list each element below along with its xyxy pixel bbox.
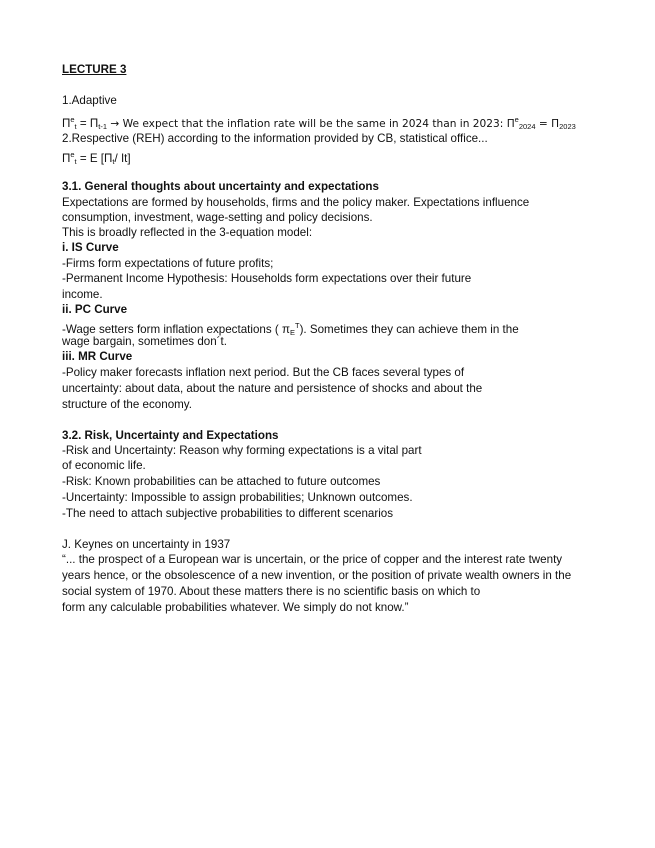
pc-curve-line-2: wage bargain, sometimes don´t. bbox=[62, 335, 227, 348]
section-32-line-4: -Uncertainty: Impossible to assign probabilities; Unknown outcomes. bbox=[62, 491, 413, 504]
mr-curve-line-2: uncertainty: about data, about the nature and persistence of shocks and about the bbox=[62, 382, 483, 395]
section-31-para-2: consumption, investment, wage-setting and policy decisions. bbox=[62, 211, 373, 224]
is-curve-heading: i. IS Curve bbox=[62, 241, 119, 254]
is-curve-line-2: -Permanent Income Hypothesis: Households form expectations over their future bbox=[62, 272, 472, 285]
section-32-line-1: -Risk and Uncertainty: Reason why forming expectations is a vital part bbox=[62, 444, 422, 457]
is-curve-line-1: -Firms form expectations of future profits; bbox=[62, 257, 274, 270]
pc-curve-line-1: -Wage setters form inflation expectations ( $\pi_E^T$). Sometimes they can achieve them in the bbox=[62, 321, 519, 337]
pc-curve-heading: ii. PC Curve bbox=[62, 303, 128, 316]
keynes-heading: J. Keynes on uncertainty in 1937 bbox=[62, 538, 231, 551]
respective-heading: 2.Respective (REH) according to the information provided by CB, statistical office... bbox=[62, 132, 488, 145]
section-31-heading: 3.1. General thoughts about uncertainty and expectations bbox=[62, 180, 379, 193]
mr-curve-line-1: -Policy maker forecasts inflation next period. But the CB faces several types of bbox=[62, 366, 465, 379]
section-31-para-3: This is broadly reflected in the 3-equation model: bbox=[62, 226, 313, 239]
mr-curve-line-3: structure of the economy. bbox=[62, 398, 192, 411]
keynes-quote-line-1: “... the prospect of a European war is uncertain, or the price of copper and the interest rate twenty bbox=[62, 553, 563, 566]
keynes-quote-line-4: form any calculable probabilities whatever. We simply do not know.” bbox=[62, 601, 409, 614]
adaptive-formula: $\Pi^e_t = \Pi_{t-1} \to We$ expect that the inflation rate will be the same in 2024 than in 2023: $\Pi^e_{2024} = \Pi_{2023}$ bbox=[62, 115, 576, 131]
respective-formula: $\Pi^e_t = E$ [$\Pi_t/$ It] bbox=[62, 150, 131, 166]
section-32-line-3: -Risk: Known probabilities can be attached to future outcomes bbox=[62, 475, 381, 488]
mr-curve-heading: iii. MR Curve bbox=[62, 350, 133, 363]
is-curve-line-3: income. bbox=[62, 288, 103, 301]
lecture-title: LECTURE 3 bbox=[62, 63, 127, 76]
section-32-line-5: -The need to attach subjective probabilities to different scenarios bbox=[62, 507, 394, 520]
section-32-heading: 3.2. Risk, Uncertainty and Expectations bbox=[62, 429, 279, 442]
section-31-para-1: Expectations are formed by households, firms and the policy maker. Expectations influence bbox=[62, 196, 530, 209]
keynes-quote-line-2: years hence, or the obsolescence of a new invention, or the position of private wealth owners in the bbox=[62, 569, 572, 582]
keynes-quote-line-3: social system of 1970. About these matters there is no scientific basis on which to bbox=[62, 585, 481, 598]
pi-symbol: Π bbox=[62, 117, 71, 130]
adaptive-heading: 1.Adaptive bbox=[62, 94, 117, 107]
section-32-line-2: of economic life. bbox=[62, 459, 146, 472]
